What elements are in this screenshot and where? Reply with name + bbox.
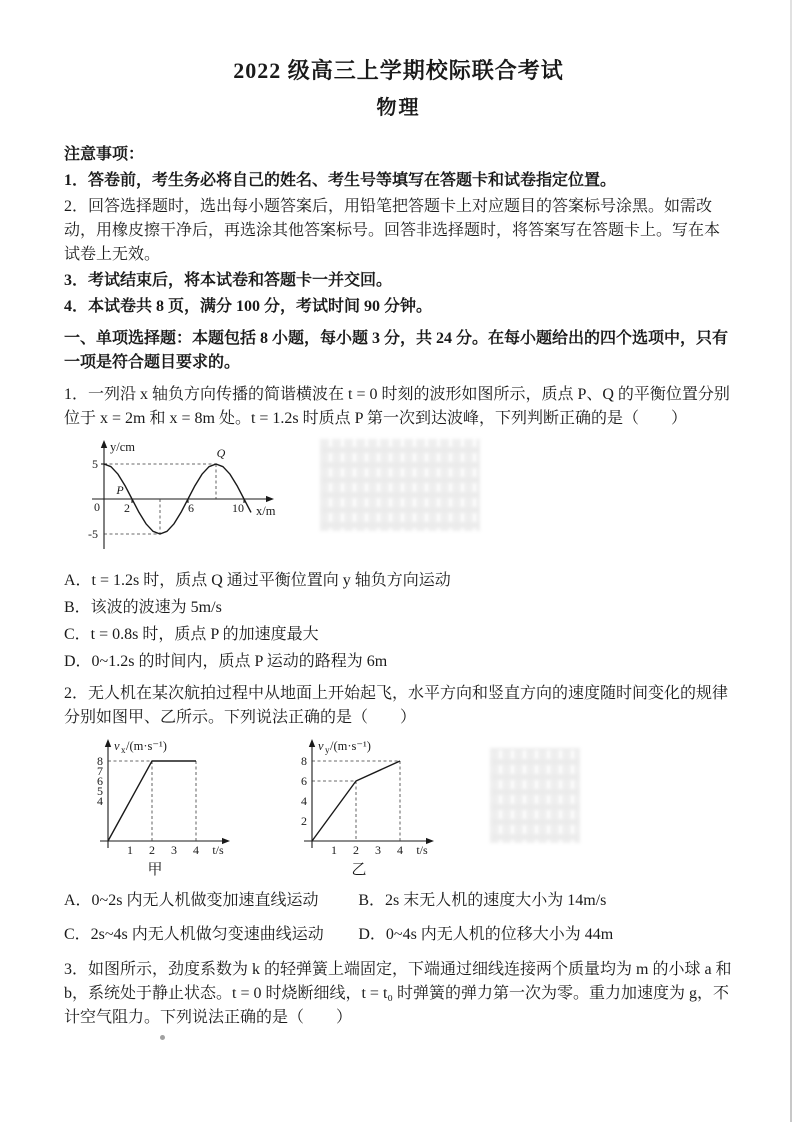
point-q-label: Q bbox=[216, 446, 226, 460]
vx-ytick: 6 bbox=[97, 774, 103, 788]
y-axis-arrow-icon bbox=[105, 739, 111, 747]
exam-subject: 物理 bbox=[376, 97, 421, 119]
vx-time-graph bbox=[70, 736, 240, 878]
wave-diagram bbox=[70, 437, 282, 561]
notices-section bbox=[64, 143, 733, 319]
question-2-figure-row bbox=[70, 736, 733, 878]
vx-ytick: 5 bbox=[97, 784, 103, 798]
graph-jia-caption: 甲 bbox=[147, 862, 163, 878]
vy-xtick: 3 bbox=[375, 843, 381, 857]
exam-title: 2022 级高三上学期校际联合考试 bbox=[233, 58, 564, 83]
notice-item: 2．回答选择题时，选出每小题答案后，用铅笔把答题卡上对应题目的答案标号涂黑。如需改动，用橡皮擦干净后，再选涂其他答案标号。回答非选择题时，将答案写在答题卡上。写在本试卷上无效。 bbox=[64, 198, 721, 263]
notice-item: 1．答卷前，考生务必将自己的姓名、考生号等填写在答题卡和试卷指定位置。 bbox=[64, 172, 617, 189]
vy-xtick: 1 bbox=[331, 843, 337, 857]
notices-heading: 注意事项： bbox=[64, 146, 145, 163]
vx-xtick: 3 bbox=[171, 843, 177, 857]
wave-xtick-6: 6 bbox=[188, 501, 194, 515]
vx-axis-label-v: v bbox=[114, 739, 120, 753]
question-3 bbox=[64, 958, 733, 1030]
x-axis-arrow-icon bbox=[266, 496, 274, 502]
vx-xtick: 1 bbox=[127, 843, 133, 857]
vy-xtick: 4 bbox=[397, 843, 403, 857]
question-1-option-d: D．0~1.2s 的时间内，质点 P 运动的路程为 6m bbox=[64, 653, 388, 670]
question-1 bbox=[64, 383, 733, 674]
question-1-figure-row bbox=[70, 437, 733, 561]
vy-time-graph bbox=[274, 736, 444, 878]
question-1-option-a: A．t = 1.2s 时，质点 Q 通过平衡位置向 y 轴负方向运动 bbox=[64, 572, 451, 589]
vy-ytick: 6 bbox=[301, 774, 307, 788]
wave-y-axis-label: y/cm bbox=[110, 440, 135, 454]
vy-axis-label-v: v bbox=[318, 739, 324, 753]
y-axis-arrow-icon bbox=[309, 739, 315, 747]
wave-ytick-5: 5 bbox=[92, 457, 98, 471]
question-1-option-c: C．t = 0.8s 时，质点 P 的加速度最大 bbox=[64, 626, 319, 643]
question-1-stem: 1．一列沿 x 轴负方向传播的简谐横波在 t = 0 时刻的波形如图所示，质点 P、Q 的平衡位置分别位于 x = 2m 和 x = 8m 处。t = 1.2s 时质点 P 第一次到达波峰，下列判断正确的是（ ） bbox=[64, 386, 730, 427]
vy-ytick: 4 bbox=[301, 794, 307, 808]
wave-xtick-10: 10 bbox=[232, 501, 244, 515]
wave-ytick-minus5: -5 bbox=[88, 527, 98, 541]
graph-yi-caption: 乙 bbox=[351, 862, 367, 878]
vy-ytick: 8 bbox=[301, 754, 307, 768]
question-2 bbox=[64, 682, 733, 950]
ink-bleed-artifact bbox=[320, 439, 480, 531]
vx-ytick: 4 bbox=[97, 794, 103, 808]
question-2-option-d: D．0~4s 内无人机的位移大小为 44m bbox=[358, 926, 614, 943]
question-2-option-c: C．2s~4s 内无人机做匀变速曲线运动 bbox=[64, 926, 324, 943]
vy-curve bbox=[312, 761, 400, 841]
vx-axis-label-unit: /(m·s⁻¹) bbox=[126, 739, 167, 753]
question-2-option-b: B．2s 末无人机的速度大小为 14m/s bbox=[358, 892, 607, 909]
vx-x-axis-label: t/s bbox=[212, 843, 224, 857]
wave-xtick-2: 2 bbox=[124, 501, 130, 515]
question-2-options bbox=[64, 886, 733, 950]
section-heading: 一、单项选择题：本题包括 8 小题，每小题 3 分，共 24 分。在每小题给出的四个选项中，只有一项是符合题目要求的。 bbox=[64, 330, 729, 371]
y-axis-arrow-icon bbox=[101, 440, 107, 448]
point-p-label: P bbox=[116, 483, 124, 497]
wave-origin-label: 0 bbox=[94, 500, 100, 514]
vy-xtick: 2 bbox=[353, 843, 359, 857]
ink-bleed-artifact bbox=[490, 748, 580, 843]
vx-xtick: 2 bbox=[149, 843, 155, 857]
vy-ytick: 2 bbox=[301, 814, 307, 828]
vx-ytick: 7 bbox=[97, 764, 103, 778]
question-2-stem: 2．无人机在某次航拍过程中从地面上开始起飞，水平方向和竖直方向的速度随时间变化的规律分别如图甲、乙所示。下列说法正确的是（ ） bbox=[64, 685, 729, 726]
scan-speck bbox=[160, 1035, 165, 1040]
question-1-option-b: B．该波的波速为 5m/s bbox=[64, 599, 222, 616]
vy-x-axis-label: t/s bbox=[416, 843, 428, 857]
notice-item: 4．本试卷共 8 页，满分 100 分，考试时间 90 分钟。 bbox=[64, 298, 433, 315]
vy-axis-label-sub: y bbox=[325, 745, 330, 755]
vx-axis-label-sub: x bbox=[121, 745, 126, 755]
vx-xtick: 4 bbox=[193, 843, 199, 857]
question-3-stem: 3．如图所示，劲度系数为 k 的轻弹簧上端固定，下端通过细线连接两个质量均为 m 的小球 a 和 b，系统处于静止状态。t = 0 时烧断细线，t = t₀ 时弹簧的弹力第一次为零。重力加速度为 g，不计空气阻力。下列说法正确的是（ ） bbox=[64, 961, 732, 1026]
question-2-option-a: A．0~2s 内无人机做变加速直线运动 bbox=[64, 892, 319, 909]
vx-ytick: 8 bbox=[97, 754, 103, 768]
notice-item: 3．考试结束后，将本试卷和答题卡一并交回。 bbox=[64, 272, 393, 289]
vy-axis-label-unit: /(m·s⁻¹) bbox=[330, 739, 371, 753]
wave-x-axis-label: x/m bbox=[256, 504, 276, 518]
